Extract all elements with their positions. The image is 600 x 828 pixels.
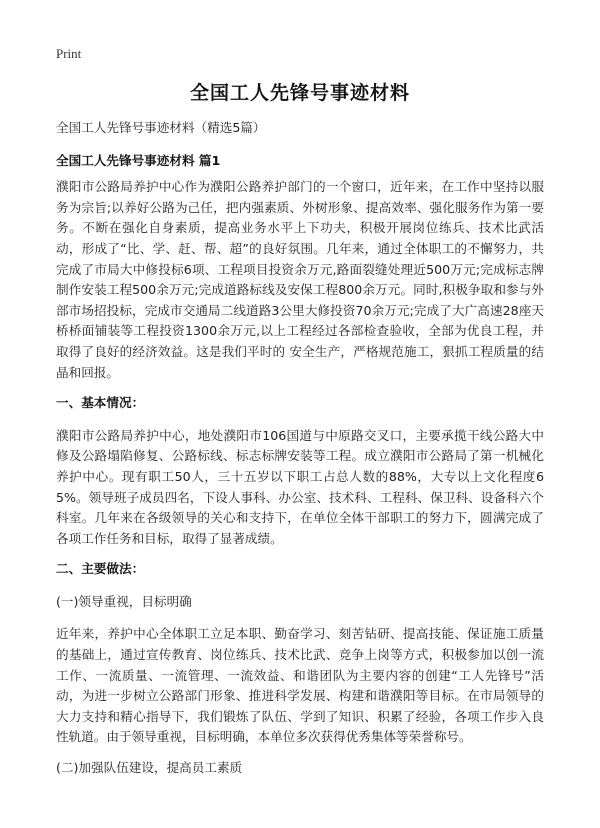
document-title: 全国工人先锋号事迹材料 [189, 82, 410, 104]
opening-paragraph: 濮阳市公路局养护中心作为濮阳公路养护部门的一个窗口，近年来，在工作中坚持以服务为宗旨;以养好公路为己任，把内强素质、外树形象、提高效率、强化服务作为第一要务。不断在强化自身素质，提高业务水平上下功夫，积极开展岗位练兵、技术比武活动，形成了“比、学、赶、帮、超”的良好氛围。几年来，通过全体职工的不懈努力，共完成了市局大中修投标6项、工程项目投资余万元,路面裂缝处理近500万元;完成标志牌制作安装工程500余万元;完成道路标线及安保工程800余万元。同时,积极争取和参与外部市场招投标，完成市交通局二线道路3公里大修投资70余万元;完成了大广高速28座天桥桥面铺装等工程投资1300余万元,以上工程经过各部检查验收，全部为优良工程，并取得了良好的经济效益。这是我们平时的 安全生产，严格规范施工，狠抓工程质量的结晶和回报。 [56, 179, 544, 380]
print-label: Print [56, 46, 82, 61]
document-subtitle: 全国工人先锋号事迹材料（精选5篇） [56, 120, 266, 135]
basic-situation-heading: 一、基本情况： [56, 395, 145, 411]
subsection-1-paragraph: 近年来，养护中心全体职工立足本职、勤奋学习、刻苦钻研、提高技能、保证施工质量的基础上，通过宣传教育、岗位练兵、技术比武、竞争上岗等方式，积极参加以创一流工作、一流质量、一流管理、一流效益、和谐团队为主要内容的创建“工人先锋号”活动，为进一步树立公路部门形象、推进科学发展、构建和谐濮阳等目标。在市局领导的大力支持和精心指导下，我们锻炼了队伍、学到了知识、积累了经验，各项工作步入良性轨道。由于领导重视，目标明确，本单位多次获得优秀集体等荣誉称号。 [56, 626, 544, 745]
subsection-2-heading: (二)加强队伍建设，提高员工素质 [56, 760, 243, 776]
subsection-1-heading: (一)领导重视，目标明确 [56, 593, 192, 609]
part-heading: 全国工人先锋号事迹材料 篇1 [56, 152, 221, 168]
basic-situation-paragraph: 濮阳市公路局养护中心，地处濮阳市106国道与中原路交叉口，主要承揽干线公路大中修及公路塌陷修复、公路标线、标志标牌安装等工程。成立濮阳市公路局了第一机械化养护中心。现有职工50人，三十五岁以下职工占总人数的88%，大专以上文化程度65%。领导班子成员四名，下设人事科、办公室、技术科、工程科、保卫科、设备科六个科室。几年来在各级领导的关心和支持下，在单位全体干部职工的努力下，圆满完成了各项工作任务和目标，取得了显著成绩。 [56, 427, 544, 546]
document-body [56, 118, 544, 791]
main-practices-heading: 二、主要做法： [56, 561, 145, 577]
